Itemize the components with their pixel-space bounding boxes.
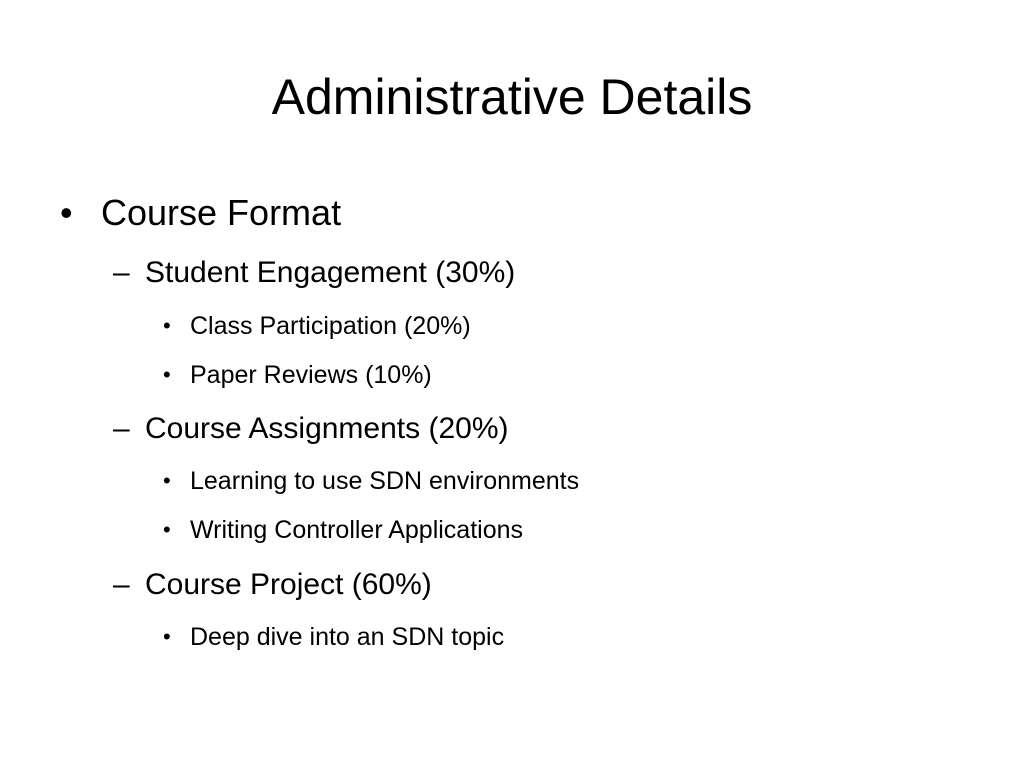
outline-item-label: Deep dive into an SDN topic: [190, 623, 505, 651]
bullet-icon: •: [163, 313, 171, 338]
bullet-icon: •: [163, 468, 171, 493]
dash-icon: –: [113, 412, 130, 445]
outline-item-label: Writing Controller Applications: [190, 516, 524, 544]
dash-icon: –: [113, 568, 130, 601]
slide-title: Administrative Details: [271, 69, 753, 125]
outline-item-label: Paper Reviews (10%): [190, 361, 432, 389]
outline-item-label: Student Engagement (30%): [145, 256, 516, 289]
outline-item-label: Course Assignments (20%): [145, 412, 509, 445]
outline-item-label: Course Format: [101, 192, 342, 233]
bullet-icon: •: [163, 362, 171, 387]
bullet-icon: •: [163, 517, 171, 542]
outline-item-label: Course Project (60%): [145, 568, 432, 601]
bullet-icon: •: [60, 192, 73, 233]
outline-item-label: Learning to use SDN environments: [190, 467, 580, 495]
outline-item-label: Class Participation (20%): [190, 312, 471, 340]
bullet-icon: •: [163, 624, 171, 649]
dash-icon: –: [113, 256, 130, 289]
